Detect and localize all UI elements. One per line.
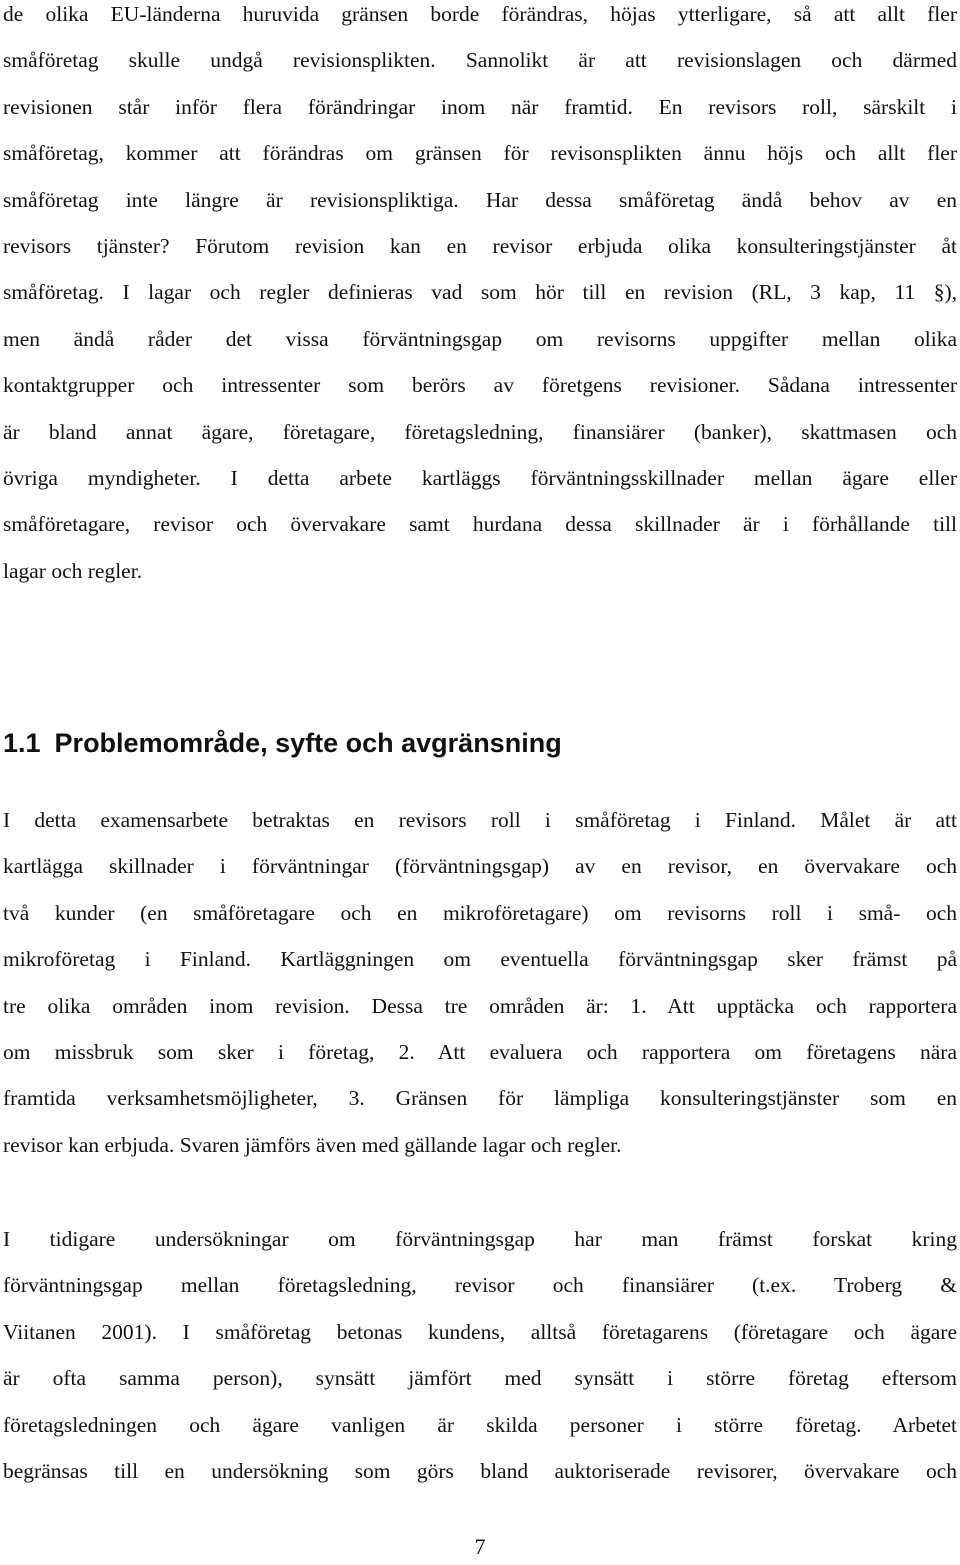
text-line: revisors tjänster? Förutom revision kan en revisor erbjuda olika konsulteringstjänster åt xyxy=(3,234,957,259)
text-line: tre olika områden inom revision. Dessa tre områden är: 1. Att upptäcka och rapportera xyxy=(3,993,957,1018)
text-line: är bland annat ägare, företagare, företagsledning, finansiärer (banker), skattmasen och xyxy=(3,419,957,444)
text-line: begränsas till en undersökning som görs bland auktoriserade revisorer, övervakare och xyxy=(3,1459,957,1484)
section-number: 1.1 xyxy=(3,728,41,758)
text-line: övriga myndigheter. I detta arbete kartläggs förväntningsskillnader mellan ägare eller xyxy=(3,466,957,491)
text-line: förväntningsgap mellan företagsledning, revisor och finansiärer (t.ex. Troberg & xyxy=(3,1273,957,1298)
text-line: småföretag. I lagar och regler definieras vad som hör till en revision (RL, 3 kap, 11 §), xyxy=(3,280,957,305)
text-line: två kunder (en småföretagare och en mikroföretagare) om revisorns roll i små- och xyxy=(3,900,957,925)
section-heading xyxy=(3,723,562,763)
text-line: de olika EU-länderna huruvida gränsen borde förändras, höjas ytterligare, så att allt fler xyxy=(3,2,957,26)
text-line: kartlägga skillnader i förväntningar (förväntningsgap) av en revisor, en övervakare och xyxy=(3,854,957,879)
body-paragraph xyxy=(3,1216,957,1494)
text-line: framtida verksamhetsmöjligheter, 3. Gränsen för lämpliga konsulteringstjänster som en xyxy=(3,1086,957,1111)
body-paragraph xyxy=(3,797,957,1168)
text-line: småföretag inte längre är revisionspliktiga. Har dessa småföretag ändå behov av en xyxy=(3,187,957,212)
text-line: är ofta samma person), synsätt jämfört med synsätt i större företag eftersom xyxy=(3,1366,957,1391)
text-line: småföretagare, revisor och övervakare samt hurdana dessa skillnader är i förhållande till xyxy=(3,512,957,537)
text-line: I detta examensarbete betraktas en revisors roll i småföretag i Finland. Målet är att xyxy=(3,808,957,832)
text-line: men ändå råder det vissa förväntningsgap om revisorns uppgifter mellan olika xyxy=(3,326,957,351)
text-line: kontaktgrupper och intressenter som berörs av företgens revisioner. Sådana intressenter xyxy=(3,373,957,398)
text-line: mikroföretag i Finland. Kartläggningen om eventuella förväntningsgap sker främst på xyxy=(3,947,957,972)
page-number: 7 xyxy=(474,1534,486,1559)
text-line: om missbruk som sker i företag, 2. Att evaluera och rapportera om företagens nära xyxy=(3,1040,957,1065)
section-title: Problemområde, syfte och avgränsning xyxy=(54,728,562,758)
text-line: revisionen står inför flera förändringar inom när framtid. En revisors roll, särskilt i xyxy=(3,94,957,119)
text-line: småföretag, kommer att förändras om gränsen för revisonsplikten ännu höjs och allt fler xyxy=(3,141,957,166)
text-line: företagsledningen och ägare vanligen är skilda personer i större företag. Arbetet xyxy=(3,1412,957,1437)
text-line: lagar och regler. xyxy=(3,558,143,583)
text-line: småföretag skulle undgå revisionsplikten. Sannolikt är att revisionslagen och därmed xyxy=(3,48,957,73)
text-line: revisor kan erbjuda. Svaren jämförs även med gällande lagar och regler. xyxy=(3,1132,622,1157)
text-line: Viitanen 2001). I småföretag betonas kundens, alltså företagarens (företagare och ägare xyxy=(3,1319,957,1344)
text-line: I tidigare undersökningar om förväntningsgap har man främst forskat kring xyxy=(3,1227,957,1251)
body-paragraph xyxy=(3,0,957,594)
